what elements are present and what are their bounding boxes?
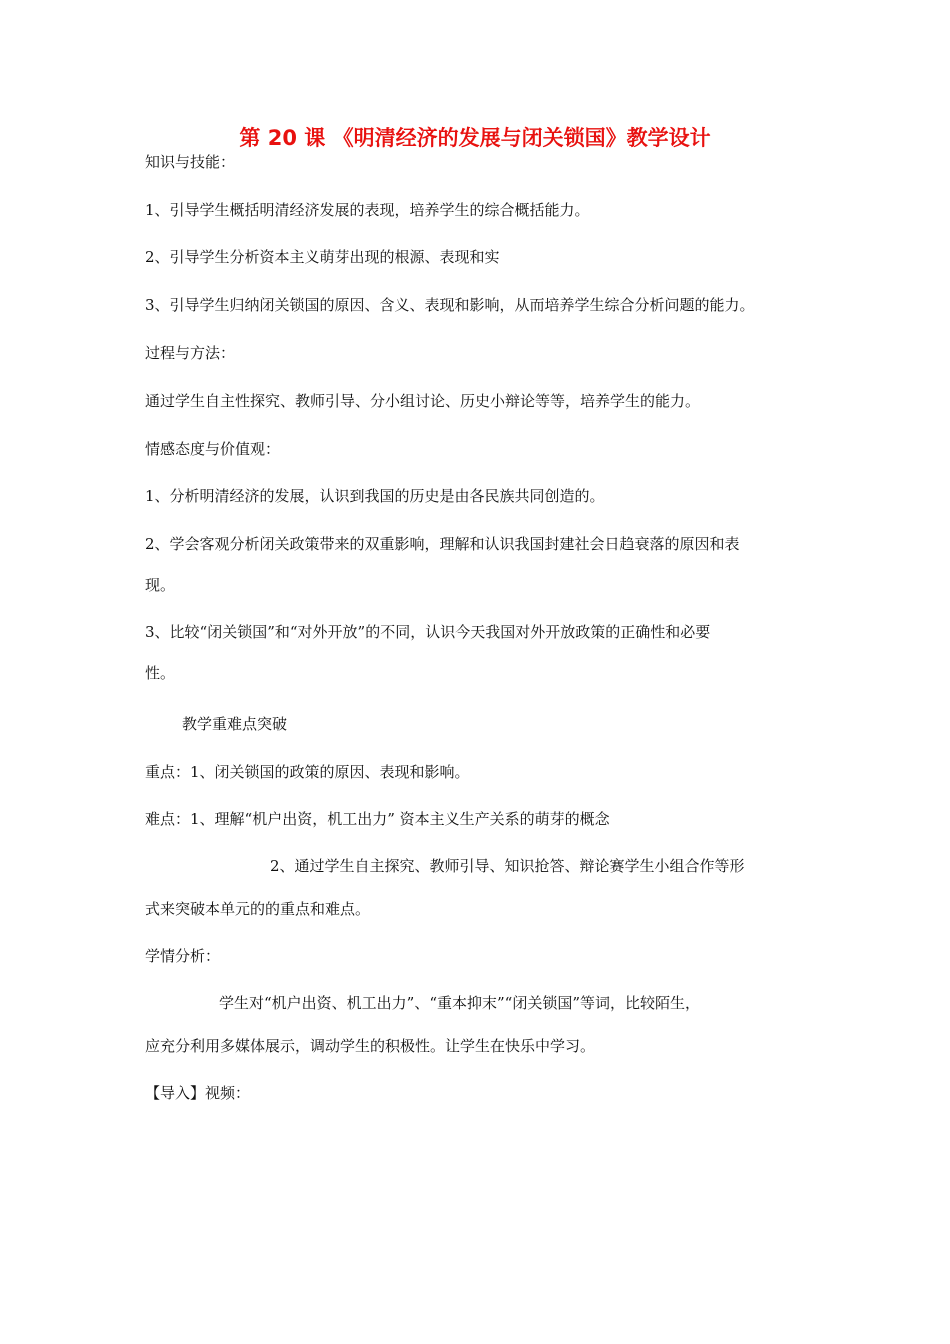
section-heading-knowledge: 知识与技能： (145, 153, 236, 171)
paragraph-line: 难点：1、理解“机户出资，机工出力” 资本主义生产关系的萌芽的概念 (145, 810, 610, 828)
paragraph-line: 2、通过学生自主探究、教师引导、知识抢答、辩论赛学生小组合作等形 (270, 857, 745, 875)
paragraph-line: 学生对“机户出资、机工出力”、“重本抑末”“闭关锁国”等词，比较陌生， (219, 994, 701, 1012)
section-heading-key-points: 教学重难点突破 (182, 715, 288, 733)
paragraph-line: 2、引导学生分析资本主义萌芽出现的根源、表现和实 (145, 248, 500, 266)
section-heading-process: 过程与方法： (145, 344, 236, 362)
paragraph-line: 3、引导学生归纳闭关锁国的原因、含义、表现和影响，从而培养学生综合分析问题的能力。 (145, 296, 755, 314)
paragraph-line: 1、分析明清经济的发展，认识到我国的历史是由各民族共同创造的。 (145, 487, 605, 505)
paragraph-line: 现。 (145, 576, 176, 594)
paragraph-line: 通过学生自主性探究、教师引导、分小组讨论、历史小辩论等等，培养学生的能力。 (145, 392, 701, 410)
paragraph-line: 式来突破本单元的的重点和难点。 (145, 900, 371, 918)
paragraph-line: 1、引导学生概括明清经济发展的表现，培养学生的综合概括能力。 (145, 201, 590, 219)
paragraph-line: 性。 (145, 664, 176, 682)
document-title: 第 20 课 《明清经济的发展与闭关锁国》教学设计 (239, 126, 711, 150)
section-heading-intro: 【导入】视频： (145, 1084, 251, 1102)
paragraph-line: 3、比较“闭关锁国”和“对外开放”的不同，认识今天我国对外开放政策的正确性和必要 (145, 623, 711, 641)
paragraph-line: 重点：1、闭关锁国的政策的原因、表现和影响。 (145, 763, 470, 781)
paragraph-line: 应充分利用多媒体展示，调动学生的积极性。让学生在快乐中学习。 (145, 1037, 596, 1055)
section-heading-attitude: 情感态度与价值观： (145, 440, 281, 458)
section-heading-analysis: 学情分析： (145, 947, 221, 965)
paragraph-line: 2、学会客观分析闭关政策带来的双重影响，理解和认识我国封建社会日趋衰落的原因和表 (145, 535, 740, 553)
